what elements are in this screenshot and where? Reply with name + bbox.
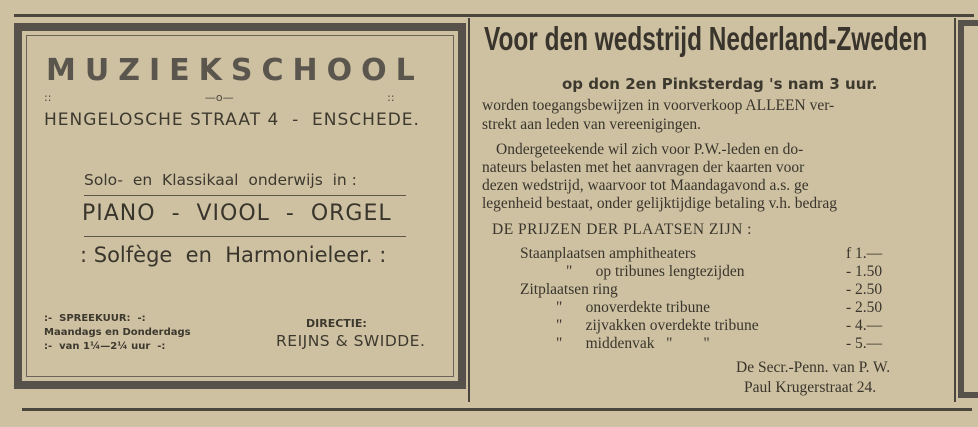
adjacent-ad-border — [958, 20, 978, 398]
top-rule — [14, 14, 974, 17]
school-title: MUZIEKSCHOOL — [46, 53, 424, 88]
para2-line4: legenheid bestaat, onder gelijktijdige betaling v.h. bedrag — [482, 195, 837, 212]
ornament-line: :: —o— :: — [44, 91, 395, 104]
para2-line1: Ondergeteekende wil zich voor P.W.-leden en do- — [496, 141, 804, 158]
spreekuur-label: :- SPREEKUUR: -: — [44, 313, 146, 324]
price-row-label: Staanplaatsen amphitheaters — [520, 245, 697, 262]
directie-label: DIRECTIE: — [306, 317, 367, 330]
price-row-label: " zijvakken overdekte tribune — [556, 317, 759, 334]
price-row-label: " op tribunes lengtezijden — [566, 263, 745, 280]
bottom-rule — [22, 408, 972, 411]
muziekschool-ad — [14, 23, 466, 389]
spreekuur-days: Maandags en Donderdags — [44, 327, 191, 338]
para2-line3: dezen wedstrijd, waarvoor tot Maandagavond a.s. ge — [482, 177, 809, 194]
column-divider — [468, 18, 470, 402]
price-row-value: f 1.— — [846, 245, 883, 262]
spreekuur-hours: :- van 1¼—2¼ uur -: — [44, 341, 166, 352]
price-row-value: - 2.50 — [846, 281, 883, 298]
instruments-line: PIANO - VIOOL - ORGEL — [82, 201, 392, 226]
instruments-underline — [84, 236, 406, 237]
price-row-value: - 4.— — [846, 317, 883, 334]
wedstrijd-headline: Voor den wedstrijd Nederland-Zweden — [484, 20, 928, 57]
price-row-value: - 5.— — [846, 335, 883, 352]
para2-line2: nateurs belasten met het aanvragen der kaarten voor — [482, 159, 805, 176]
price-row-label: " onoverdekte tribune — [556, 299, 710, 316]
signature-line1: De Secr.-Penn. van P. W. — [736, 359, 891, 376]
column-divider-right — [954, 18, 956, 402]
para1-line2: strekt aan leden van vereenigingen. — [482, 116, 702, 133]
date-line: op don 2en Pinksterdag 's nam 3 uur. — [562, 75, 878, 93]
price-row-value: - 2.50 — [846, 299, 883, 316]
price-row-value: - 1.50 — [846, 263, 883, 280]
wedstrijd-ad — [474, 18, 952, 408]
para1-line1: worden toegangsbewijzen in voorverkoop ALLEEN ver- — [482, 97, 835, 114]
signature-line2: Paul Krugerstraat 24. — [744, 379, 877, 396]
price-row-label: " middenvak " " — [556, 335, 710, 352]
theory-line: : Solfège en Harmonieleer. : — [80, 243, 387, 267]
directie-names: REIJNS & SWIDDE. — [276, 332, 426, 350]
prices-heading: DE PRIJZEN DER PLAATSEN ZIJN : — [492, 221, 752, 238]
lesson-subtitle: Solo- en Klassikaal onderwijs in : — [84, 171, 357, 189]
school-address: HENGELOSCHE STRAAT 4 - ENSCHEDE. — [44, 110, 420, 130]
subtitle-underline — [84, 195, 406, 196]
price-row-label: Zitplaatsen ring — [520, 281, 618, 298]
